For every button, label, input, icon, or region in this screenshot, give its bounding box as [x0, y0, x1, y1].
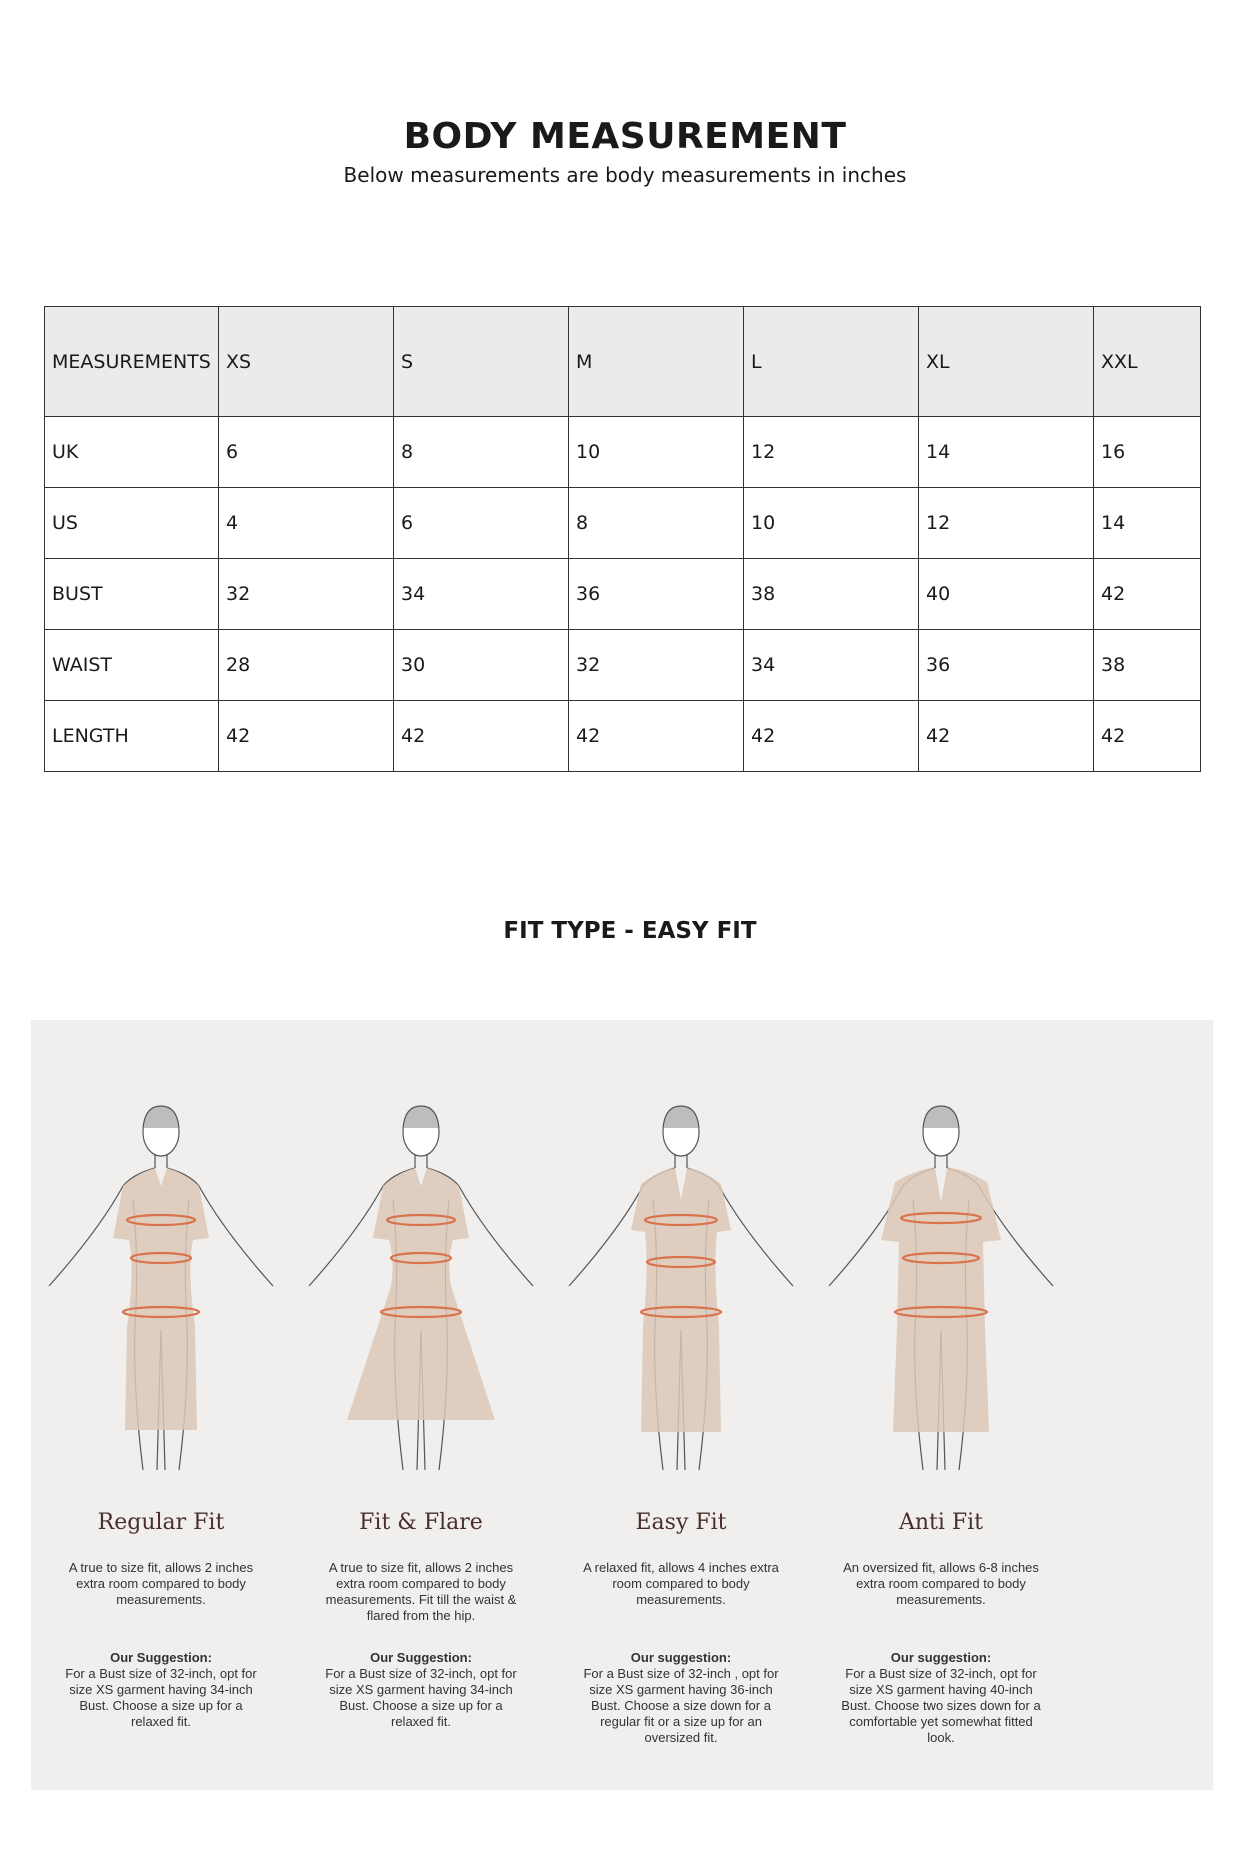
fit-name: Easy Fit — [635, 1510, 727, 1535]
table-cell: 32 — [219, 559, 394, 630]
fit-card-fit-flare — [291, 1020, 551, 1790]
table-cell: 42 — [919, 701, 1094, 772]
table-cell: 8 — [569, 488, 744, 559]
row-label: UK — [45, 417, 219, 488]
table-cell: 12 — [919, 488, 1094, 559]
fit-card-regular — [31, 1020, 291, 1790]
fit-type-heading: FIT TYPE - EASY FIT — [503, 918, 757, 944]
table-cell: 14 — [1094, 488, 1201, 559]
table-cell: 42 — [1094, 701, 1201, 772]
header-size-xl: XL — [919, 307, 1094, 417]
fit-name: Anti Fit — [898, 1510, 984, 1535]
suggestion-title: Our suggestion: — [630, 1650, 732, 1665]
table-cell: 38 — [1094, 630, 1201, 701]
header-size-xs: XS — [219, 307, 394, 417]
fit-card-easy — [551, 1020, 811, 1790]
table-cell: 4 — [219, 488, 394, 559]
page-subtitle: Below measurements are body measurements in inches — [343, 163, 907, 187]
easy-fit-figure-illustration — [559, 1090, 803, 1490]
table-cell: 14 — [919, 417, 1094, 488]
table-header-row — [45, 307, 1201, 417]
table-cell: 32 — [569, 630, 744, 701]
table-cell: 10 — [569, 417, 744, 488]
table-cell: 28 — [219, 630, 394, 701]
header-measurements: MEASUREMENTS — [45, 307, 219, 417]
table-cell: 42 — [1094, 559, 1201, 630]
table-cell: 10 — [744, 488, 919, 559]
suggestion-title: Our Suggestion: — [370, 1650, 472, 1665]
fit-description: A true to size fit, allows 2 inches extra room compared to body measurements. Fit till the waist & flared from the hip. — [325, 1560, 517, 1623]
table-cell: 38 — [744, 559, 919, 630]
table-row-uk — [45, 417, 1201, 488]
page-title: BODY MEASUREMENT — [403, 116, 847, 157]
table-cell: 34 — [744, 630, 919, 701]
suggestion-text: For a Bust size of 32-inch, opt for size XS garment having 34-inch Bust. Choose a size up for a relaxed fit. — [65, 1666, 257, 1729]
regular-fit-figure-illustration — [39, 1090, 283, 1490]
fit-flare-figure-illustration — [299, 1090, 543, 1490]
header-size-l: L — [744, 307, 919, 417]
table-cell: 6 — [219, 417, 394, 488]
table-cell: 40 — [919, 559, 1094, 630]
table-cell: 34 — [394, 559, 569, 630]
fit-name: Fit & Flare — [359, 1510, 483, 1535]
header-size-m: M — [569, 307, 744, 417]
row-label: LENGTH — [45, 701, 219, 772]
table-cell: 42 — [219, 701, 394, 772]
table-cell: 16 — [1094, 417, 1201, 488]
fit-description: A relaxed fit, allows 4 inches extra room compared to body measurements. — [583, 1560, 779, 1607]
fit-description: An oversized fit, allows 6-8 inches extra room compared to body measurements. — [843, 1560, 1039, 1607]
size-chart-table — [44, 306, 1201, 772]
table-cell: 30 — [394, 630, 569, 701]
suggestion-text: For a Bust size of 32-inch, opt for size XS garment having 34-inch Bust. Choose a size up for a relaxed fit. — [325, 1666, 517, 1729]
suggestion-text: For a Bust size of 32-inch , opt for size XS garment having 36-inch Bust. Choose a size down for a regular fit or a size up for an oversized fit. — [583, 1666, 779, 1745]
table-row-waist — [45, 630, 1201, 701]
table-cell: 42 — [569, 701, 744, 772]
table-cell: 42 — [744, 701, 919, 772]
table-row-us — [45, 488, 1201, 559]
row-label: WAIST — [45, 630, 219, 701]
table-row-bust — [45, 559, 1201, 630]
table-cell: 36 — [919, 630, 1094, 701]
suggestion-title: Our suggestion: — [890, 1650, 992, 1665]
fit-types-panel — [31, 1020, 1213, 1790]
row-label: US — [45, 488, 219, 559]
table-cell: 36 — [569, 559, 744, 630]
table-cell: 6 — [394, 488, 569, 559]
row-label: BUST — [45, 559, 219, 630]
table-cell: 12 — [744, 417, 919, 488]
header-size-xxl: XXL — [1094, 307, 1201, 417]
table-cell: 42 — [394, 701, 569, 772]
table-cell: 8 — [394, 417, 569, 488]
fit-name: Regular Fit — [97, 1510, 225, 1535]
suggestion-title: Our Suggestion: — [110, 1650, 212, 1665]
header-size-s: S — [394, 307, 569, 417]
anti-fit-figure-illustration — [819, 1090, 1063, 1490]
table-row-length — [45, 701, 1201, 772]
fit-card-anti — [811, 1020, 1071, 1790]
fit-description: A true to size fit, allows 2 inches extra room compared to body measurements. — [68, 1560, 254, 1607]
suggestion-text: For a Bust size of 32-inch, opt for size XS garment having 40-inch Bust. Choose two sizes down for a comfortable yet somewhat fitted look. — [841, 1666, 1041, 1745]
